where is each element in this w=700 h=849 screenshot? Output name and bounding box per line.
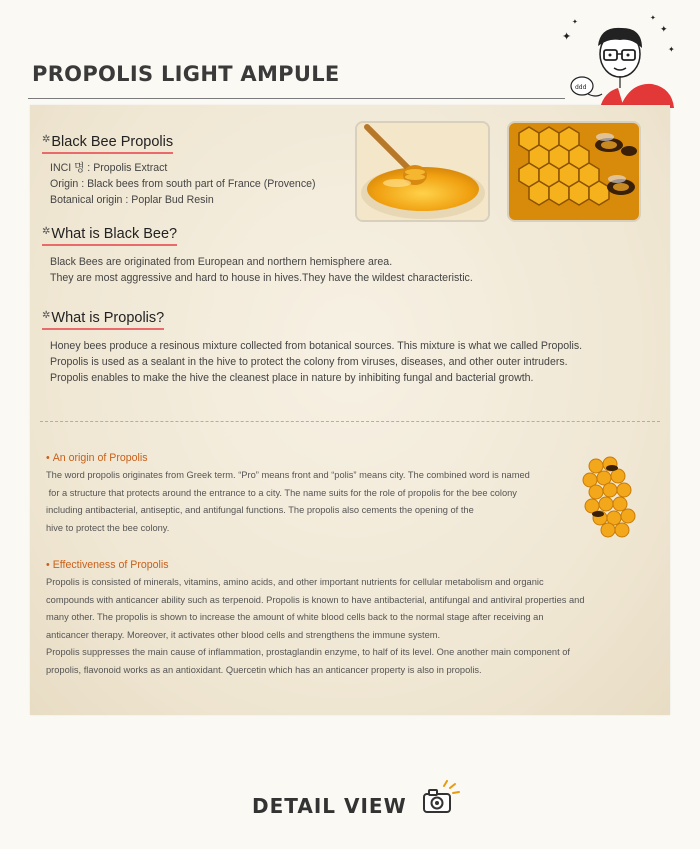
star-icon: ✲ (42, 310, 51, 321)
camera-icon (420, 780, 462, 816)
detail-view-label: DETAIL VIEW (252, 794, 407, 818)
cartoon-man-with-glasses-icon (560, 14, 680, 114)
svg-text:✦: ✦ (660, 25, 668, 35)
bullet-icon: • (46, 452, 50, 464)
section-title-what-is-black-bee: ✲What is Black Bee? (42, 226, 177, 246)
dashed-divider (40, 421, 660, 422)
svg-text:ddd: ddd (575, 84, 587, 91)
propolis-description: Honey bees produce a resinous mixture collected from botanical sources. This mixture is what we called Propolis. Propolis is used as a sealant in the hive to protect the colony from viruses, diseases, and other outer intruders. Propolis enables to make the hive the cleanest place in nature by inhibiting fungal and bacterial growth. (50, 340, 583, 384)
origin-text: The word propolis originates from Greek term. “Pro” means front and “polis” means city. The combined word is named for a structure that protects around the entrance to a city. The name suits for the role of propolis for the bee colony including antibacterial, antiseptic, and antifungal functions. The propolis also cements the opening of the hive to protect the bee colony. (46, 470, 530, 533)
bullet-icon: • (46, 559, 50, 571)
star-icon: ✲ (42, 226, 51, 237)
title-divider (28, 98, 565, 99)
svg-text:✦: ✦ (650, 14, 656, 22)
svg-text:✦: ✦ (668, 45, 675, 54)
svg-text:✦: ✦ (562, 30, 572, 43)
page-title: PROPOLIS LIGHT AMPULE (32, 62, 340, 86)
subsection-title-effectiveness: • Effectiveness of Propolis (46, 559, 169, 571)
section-title-black-bee-propolis: ✲Black Bee Propolis (42, 134, 173, 154)
svg-text:✦: ✦ (572, 18, 578, 26)
subsection-title-origin: • An origin of Propolis (46, 452, 148, 464)
black-bee-propolis-details: INCI 명 : Propolis Extract Origin : Black bees from south part of France (Provence) Botanical origin : Poplar Bud Resin (50, 162, 316, 206)
black-bee-description: Black Bees are originated from European and northern hemisphere area. They are most aggressive and hard to house in hives.They have the wildest characteristic. (50, 256, 473, 284)
section-title-what-is-propolis: ✲What is Propolis? (42, 310, 164, 330)
honey-dipper-photo (357, 123, 488, 220)
honeycomb-chunk-image (578, 454, 638, 540)
honeycomb-bees-photo (509, 123, 639, 220)
effectiveness-text: Propolis is consisted of minerals, vitamins, amino acids, and other important nutrients for cellular metabolism and organic compounds with anticancer ability such as terpenoid. Propolis is known to have antibacterial, antifungal and antiviral properties and many other. The propolis is shown to increase the amount of white blood cells back to the normal stage after receiving an anticancer therapy. Moreover, it activates other blood cells and strengthens the immune system. Propolis suppresses the main cause of inflammation, prostaglandin enzyme, to half of its level. One another main component of propolis, flavonoid works as an antioxidant. Quercetin which has an anticancer property is also in propolis. (46, 577, 585, 675)
star-icon: ✲ (42, 134, 51, 145)
